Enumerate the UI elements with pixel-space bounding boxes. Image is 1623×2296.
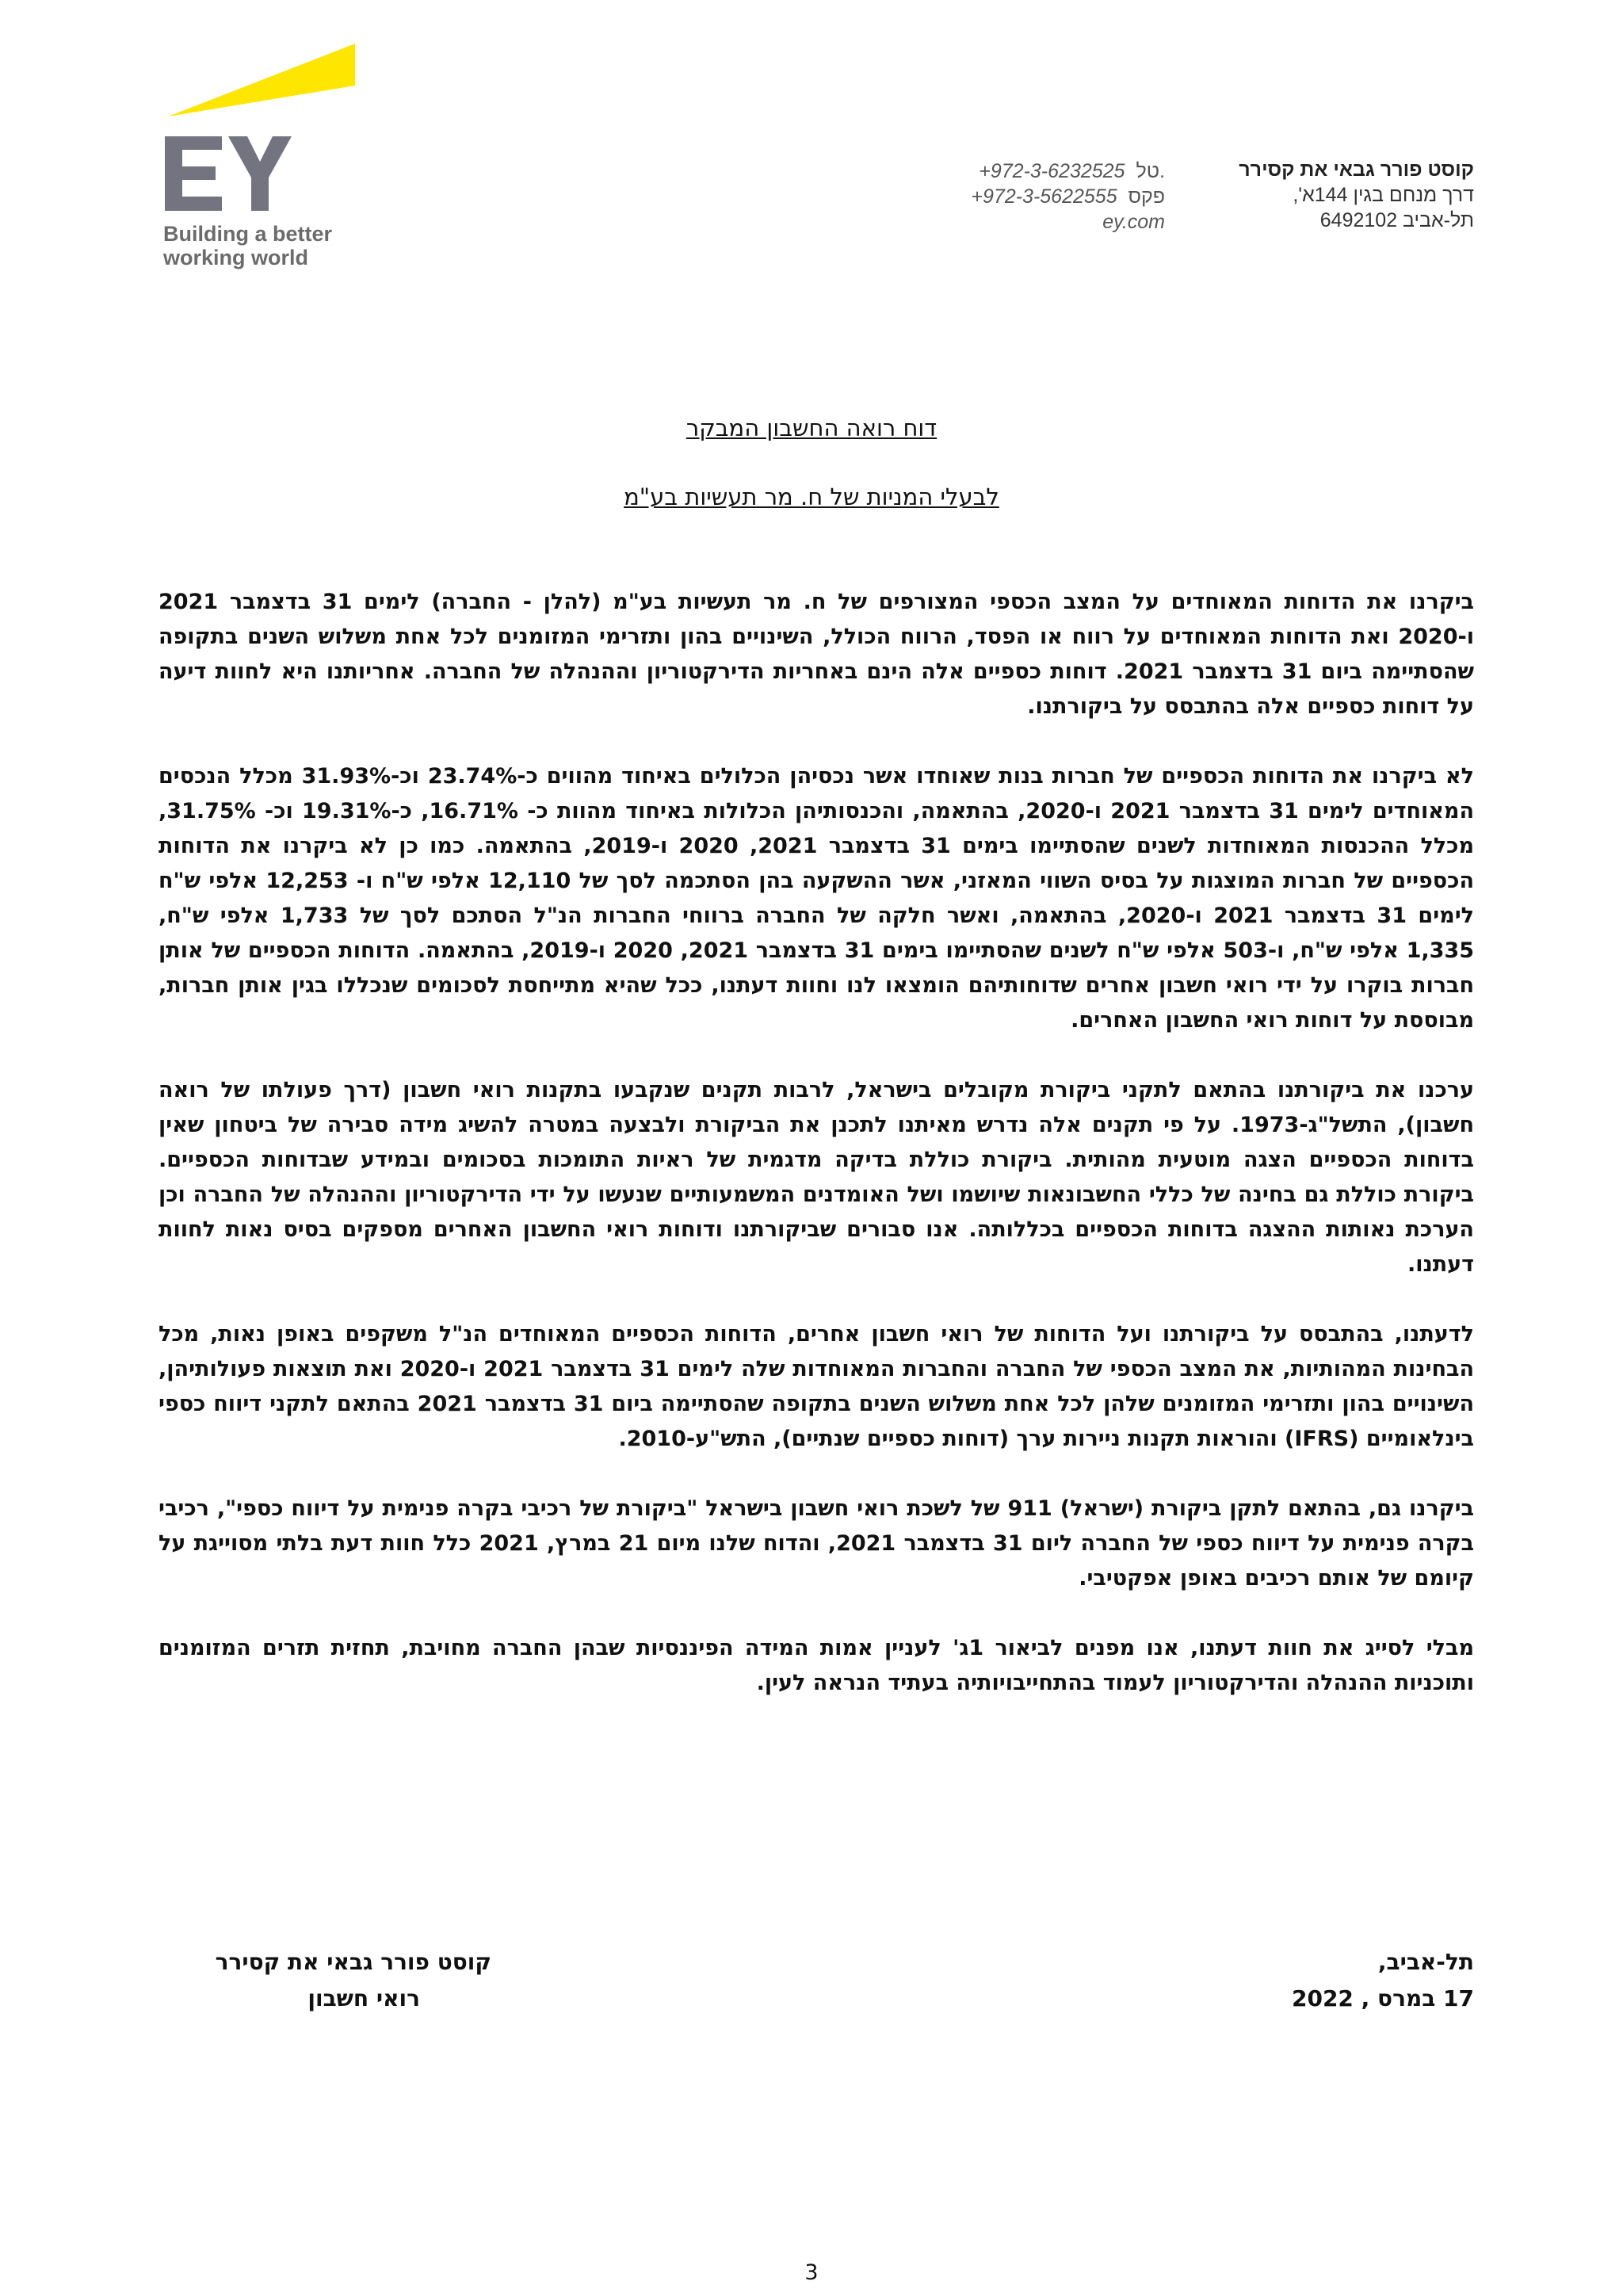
- ey-tagline: [163, 222, 401, 269]
- signature-firm-role: רואי חשבון: [307, 1985, 420, 2011]
- paragraph-audit-scope: ביקרנו את הדוחות המאוחדים על המצב הכספי המצורפים של ח. מר תעשיות בע"מ (להלן - החברה) לימים 31 בדצמבר 2021 ו-2020 ואת הדוחות המאוחדים על רווח או הפסד, הרווח הכולל, השינויים בהון ותזרימי המזומנים לכל אחת משלוש השנים בתקופה שהסתיימה ביום 31 בדצמבר 2021. דוחות כספיים אלה הינם באחריות הדירקטוריון וההנהלה של החברה. אחריותנו היא לחוות דיעה על דוחות כספיים אלה בהתבסס על ביקורתנו.: [158, 590, 1475, 719]
- firm-address-line-1: דרך מנחם בגין 144א',: [1293, 184, 1474, 206]
- paragraph-internal-control: ביקרנו גם, בהתאם לתקן ביקורת (ישראל) 911 של לשכת רואי חשבון בישראל "ביקורת של רכיבי בקרה פנימית על דיווח כספי", רכיבי בקרה פנימית על דיווח כספי של החברה ליום 31 בדצמבר 2021, והדוח שלנו מיום 21 במרץ, 2021 כלל חוות דעת בלתי מסוייגת על קיומם של אותם רכיבים באופן אפקטיבי.: [158, 1496, 1475, 1591]
- paragraph-other-auditors: לא ביקרנו את הדוחות הכספיים של חברות בנות שאוחדו אשר נכסיהן הכלולים באיחוד מהווים כ-23.74% וכ-31.93% מכלל הנכסים המאוחדים לימים 31 בדצמבר 2021 ו-2020, בהתאמה, והכנסותיהן הכלולות באיחוד מהוות כ- 16.71%, כ-19.31% וכ- 31.75%, מכלל ההכנסות המאוחדות לשנים שהסתיימו בימים 31 בדצמבר 2021, 2020 ו-2019, בהתאמה. כמו כן לא ביקרנו את הדוחות הכספיים של חברות המוצגות על בסיס השווי המאזני, אשר ההשקעה בהן הסתכמה לסך של 12,110 אלפי ש"ח ו- 12,253 אלפי ש"ח לימים 31 בדצמבר 2021 ו-2020, בהתאמה, ואשר חלקה של החברה ברווחי החברות הנ"ל הסתכם לסך של 1,733 אלפי ש"ח, 1,335 אלפי ש"ח, ו-503 אלפי ש"ח לשנים שהסתיימו בימים 31 בדצמבר 2021, 2020 ו-2019, בהתאמה. הדוחות הכספיים של אותן חברות בוקרו על ידי רואי חשבון אחרים שדוחותיהם הומצאו לנו וחוות דעתנו, ככל שהיא מתייחסת לסכומים שנכללו בגין אותן חברות, מבוססת על דוחות רואי החשבון האחרים.: [158, 764, 1475, 1033]
- phone-label: טל.: [1136, 160, 1165, 182]
- tagline-line-2: working world: [163, 246, 309, 269]
- paragraph-opinion: לדעתנו, בהתבסס על ביקורתנו ועל הדוחות של רואי חשבון אחרים, הדוחות הכספיים המאוחדים הנ"ל משקפים באופן נאות, מכל הבחינות המהותיות, את המצב הכספי של החברה והחברות המאוחדות שלה לימים 31 בדצמבר 2021 ו-2020 ואת תוצאות פעולותיהן, השינויים בהון ותזרימי המזומנים שלהן לכל אחת משלוש השנים בתקופה שהסתיימה ביום 31 בדצמבר 2021 בהתאם לתקני דיווח כספי בינלאומיים (IFRS) והוראות תקנות ניירות ערך (דוחות כספיים שנתיים), התש"ע-2010.: [158, 1322, 1475, 1451]
- website-link[interactable]: ey.com: [1102, 211, 1165, 233]
- signature-place: תל-אביב,: [1377, 1949, 1474, 1975]
- phone-row: [911, 159, 1165, 184]
- report-title: דוח רואה החשבון המבקר: [685, 415, 938, 441]
- firm-address-line-2: תל-אביב 6492102: [1319, 209, 1474, 231]
- signature-place-date: [1292, 1944, 1474, 2017]
- signature-firm: [158, 1944, 491, 2017]
- ey-letter-y: [228, 136, 292, 211]
- ey-logo-mark: [158, 41, 365, 223]
- paragraph-emphasis-of-matter: מבלי לסייג את חוות דעתנו, אנו מפנים לביאור 1ג' לעניין אמות המידה הפיננסיות שבהן החברה מחויבת, תחזית תזרים המזומנים ותוכניות ההנהלה והדירקטוריון לעמוד בהתחייבויותיה בעתיד הנראה לעין.: [158, 1636, 1474, 1695]
- ey-logo: [158, 41, 365, 271]
- fax-label: פקס: [1128, 185, 1165, 208]
- signature-date: 17 במרס , 2022: [1291, 1985, 1474, 2011]
- ey-yellow-beam: [168, 44, 355, 117]
- fax-row: [911, 184, 1165, 209]
- page-number: 3: [804, 2260, 819, 2285]
- firm-name: קוסט פורר גבאי את קסירר: [1239, 159, 1474, 181]
- tagline-line-1: Building a better: [163, 222, 333, 246]
- report-subtitle: לבעלי המניות של ח. מר תעשיות בע"מ: [624, 483, 999, 510]
- phone-number: +972-3-6232525: [979, 160, 1125, 182]
- paragraph-audit-standards: ערכנו את ביקורתנו בהתאם לתקני ביקורת מקובלים בישראל, לרבות תקנים שנקבעו בתקנות רואי חשבון (דרך פעולתו של רואה חשבון), התשל"ג-1973. על פי תקנים אלה נדרש מאיתנו לתכנן את הביקורת ולבצעה במטרה להשיג מידה סבירה של ביטחון שאין בדוחות הכספיים הצגה מוטעית מהותית. ביקורת כוללת בדיקה מדגמית של ראיות התומכות בסכומים ובמידע שבדוחות הכספיים. ביקורת כוללת גם בחינה של כללי החשבונאות שיושמו ושל האומדנים המשמעותיים שנעשו על ידי הדירקטוריון וההנהלה של החברה וכן הערכת נאותות ההצגה בדוחות הכספיים בכללותה. אנו סבורים שביקורתנו ודוחות רואי החשבון האחרים מספקים בסיס נאות לחוות דעתנו.: [158, 1078, 1474, 1277]
- fax-number: +972-3-5622555: [971, 185, 1117, 208]
- contact-block: [911, 159, 1165, 235]
- ey-letter-e: [165, 136, 222, 211]
- signature-firm-name: קוסט פורר גבאי את קסירר: [215, 1949, 491, 1975]
- firm-address-block: [1212, 157, 1474, 233]
- report-body: [158, 585, 1474, 1736]
- website-row: [911, 209, 1165, 235]
